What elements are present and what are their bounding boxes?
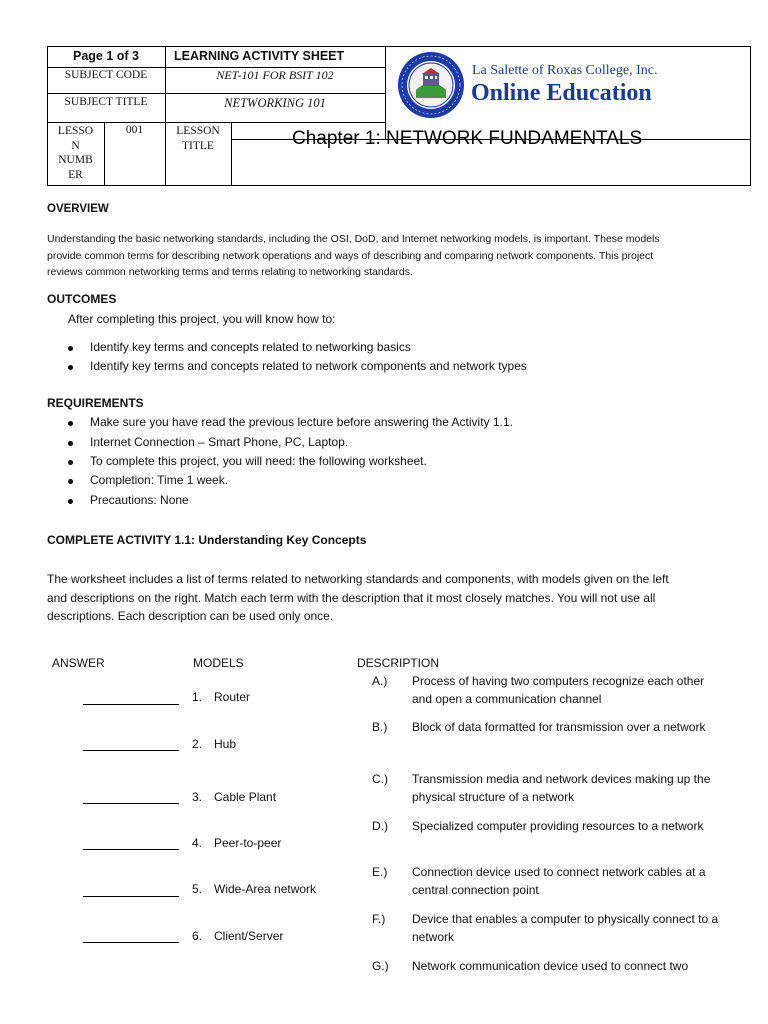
answer-blank-2[interactable] (83, 750, 179, 751)
overview-paragraph: Understanding the basic networking standards, including the OSI, DoD, and Internet networking models, is important. These models provide common terms for describing network operations and ways of describing and comparing network components. This project reviews common networking terms and terms relating to networking standards. (47, 233, 660, 278)
overview-heading: OVERVIEW (47, 203, 109, 215)
online-education-title: Online Education (471, 80, 652, 106)
answer-blank-6[interactable] (83, 942, 179, 943)
lesson-title-label: LESSON TITLE (176, 125, 220, 152)
sheet-title: LEARNING ACTIVITY SHEET (174, 49, 345, 63)
answer-blank-1[interactable] (83, 704, 179, 705)
requirements-heading: REQUIREMENTS (47, 396, 144, 410)
subject-title-label: SUBJECT TITLE (64, 96, 148, 108)
answer-column-header: ANSWER (52, 656, 105, 670)
school-name: La Salette of Roxas College, Inc. (472, 63, 658, 78)
activity-heading: COMPLETE ACTIVITY 1.1: Understanding Key Concepts (47, 533, 367, 547)
activity-instructions: The worksheet includes a list of terms related to networking standards and components, with models given on the left and descriptions on the right. Match each term with the description that it most closely matches. You will not use all descriptions. Each description can be used only once. (47, 572, 669, 623)
subject-code-value: NET-101 FOR BSIT 102 (216, 68, 334, 82)
page-label: Page 1 of 3 (73, 49, 139, 63)
description-column-header: DESCRIPTION (357, 656, 440, 670)
lesson-number-value: 001 (125, 124, 144, 136)
answer-blank-4[interactable] (83, 849, 179, 850)
outcomes-heading: OUTCOMES (47, 292, 117, 306)
college-seal-icon (396, 50, 466, 120)
chapter-title: Chapter 1: NETWORK FUNDAMENTALS (292, 128, 643, 149)
answer-blank-5[interactable] (83, 896, 179, 897)
lesson-number-label: LESSO N NUMB ER (57, 125, 94, 181)
subject-title-value: NETWORKING 101 (224, 96, 326, 110)
learning-activity-sheet: Page 1 of 3 LEARNING ACTIVITY SHEET SUBJECT CODE NET-101 FOR BSIT 102 SUBJECT TITLE NETWORKING 101 LESSO N NUMB ER 001 LESSON TITLE Chapter 1: NETWORK FUNDAMENTALS La Salette of Roxas College, Inc. Online Education OVERVIEW Understanding the basic networking standards, including the OSI, DoD, and Internet networking models, is important. These models provide common terms for describing network operations and ways of describing and comparing network components. This project reviews common networking terms and terms relating to networking standards. OUTCOMES After completing this project, you will know how to: Identify key terms and concepts related to networking basics Identify key terms and concepts related to network components and network types REQUIREMENTS Make sure you have read the previous lecture before answering the Activity 1.1. Internet Connection – Smart Phone, PC, Laptop. To complete this project, you will need: the following worksheet. Completion: Time 1 week. Precautions: None COMPLETE ACTIVITY 1.1: Understanding Key Concepts The worksheet includes a list of terms related to networking standards and components, with models given on the left and descriptions on the right. Match each term with the description that it most closely matches. You will not use all descriptions. Each description can be used only once. ANSWER MODELS DESCRIPTION 1. Router 2. Hub 3. Cable Plant 4. Peer-to-peer 5. Wide-Area network 6. Client/Server A.) Process of having two computers recognize each other and open a communication channel B.) Block of data formatted for transmission over a network C.) Transmission media and network devices making up the physical structure of a network D.) Specialized computer providing resources to a network E.) Connection device used to connect network cables at a central connection point F.) Device that enables a computer to physically connect to a network G.) Network communication device used to connect two (0, 0, 768, 1024)
subject-code-label: SUBJECT CODE (64, 69, 148, 81)
outcomes-intro: After completing this project, you will know how to: (68, 312, 336, 326)
models-column-header: MODELS (193, 656, 244, 670)
answer-blank-3[interactable] (83, 803, 179, 804)
